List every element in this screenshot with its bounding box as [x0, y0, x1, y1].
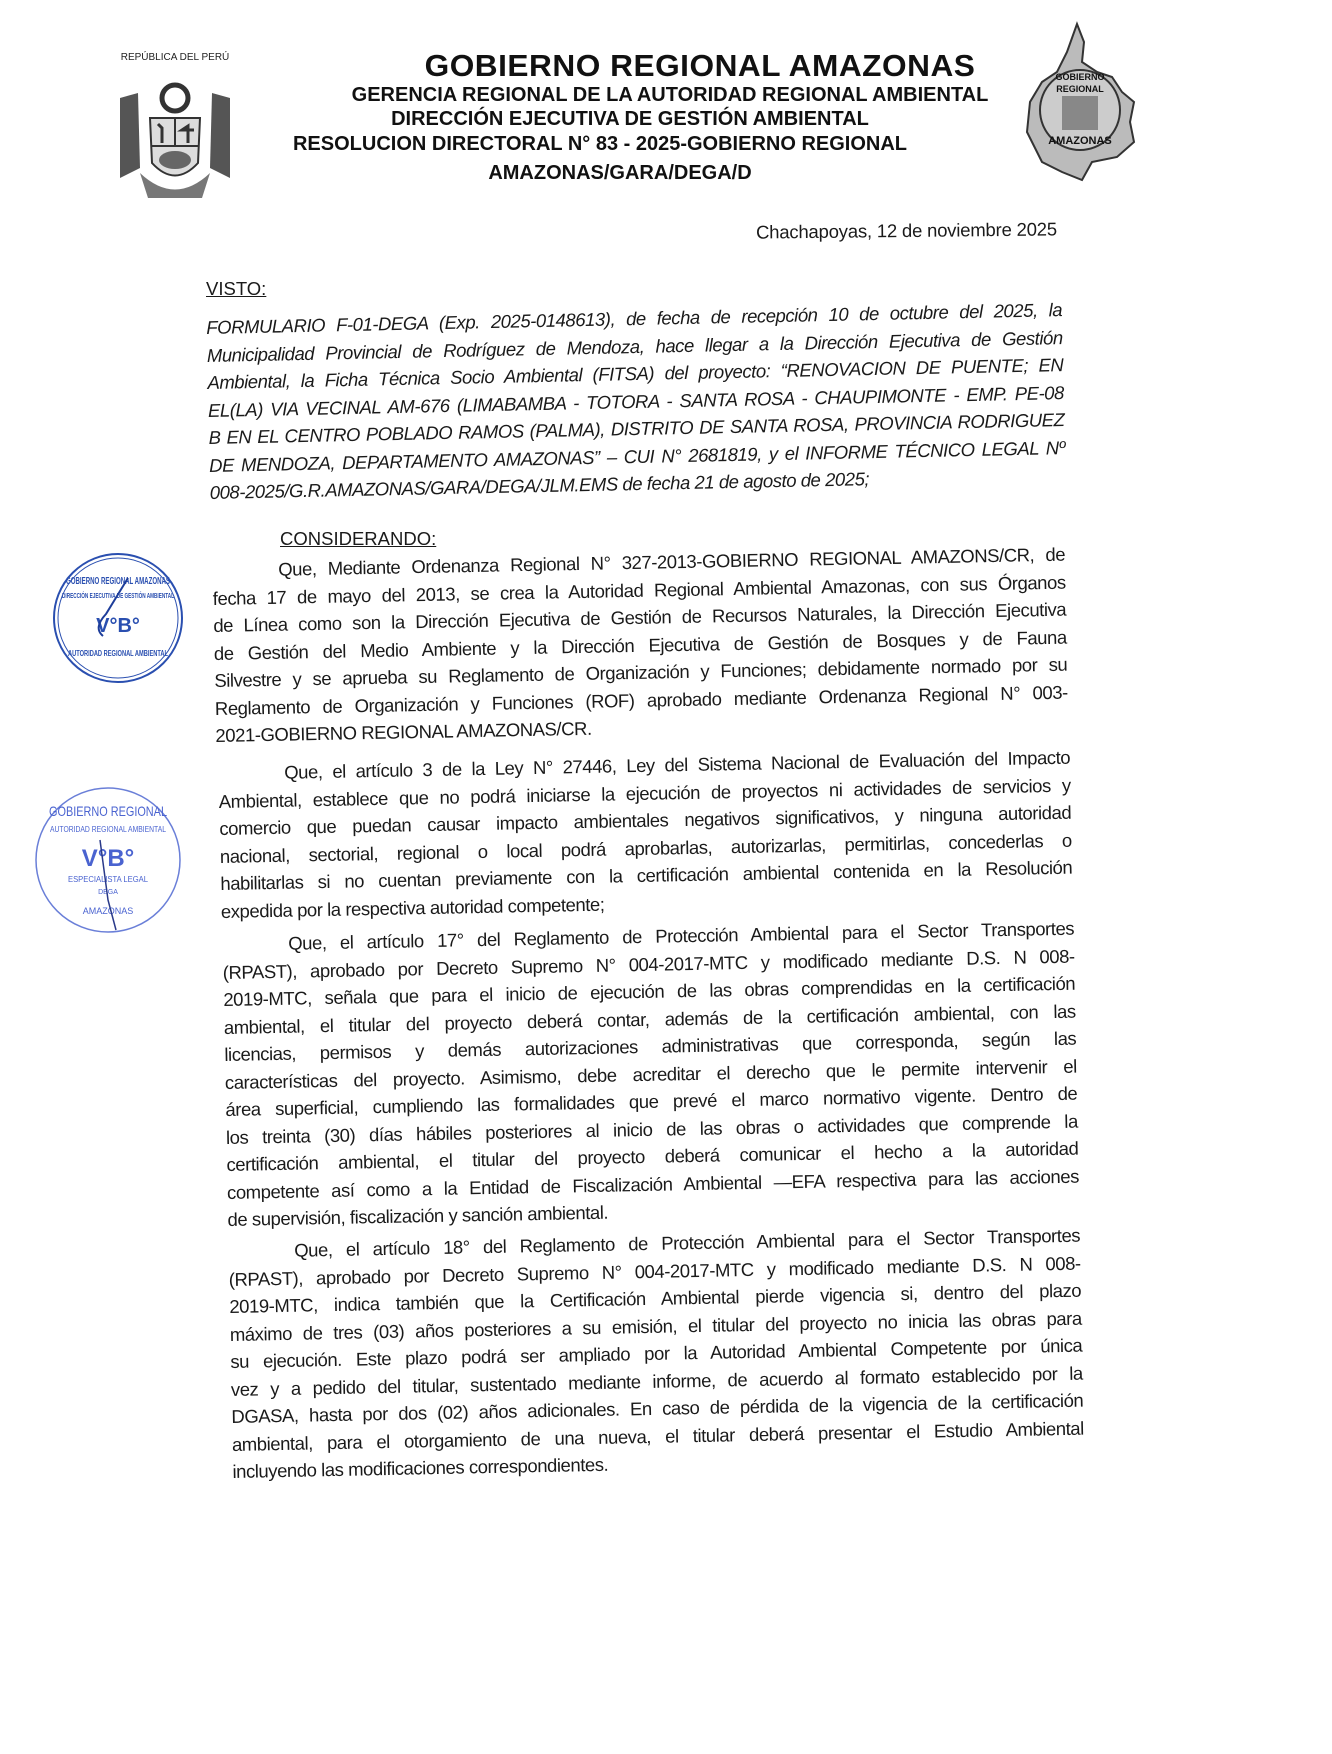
- document-date: Chachapoyas, 12 de noviembre 2025: [755, 218, 1058, 243]
- emblem-text: REPÚBLICA DEL PERÚ: [120, 52, 230, 63]
- text-line: (RPAST), aprobado por Decreto Supremo N° 004-2017-MTC y modificado mediante D.S. N 008-: [222, 945, 1075, 983]
- stamp-outer-text: GOBIERNO REGIONAL AMAZONAS: [66, 576, 171, 587]
- stamp-vobo-text: V°B°: [96, 615, 140, 637]
- text-line: 2021-GOBIERNO REGIONAL AMAZONAS/CR.: [215, 717, 592, 746]
- text-line: los treinta (30) días hábiles posteriores al inicio de las obras o actividades que comprende la: [225, 1110, 1078, 1148]
- considerando-paragraph-3: [222, 915, 1080, 1234]
- text-line: fecha 17 de mayo del 2013, se crea la Autoridad Regional Ambiental Amazonas, con sus Órganos: [212, 571, 1066, 609]
- visto-paragraph: [206, 296, 1066, 506]
- vobo-stamp-especialista-legal: [30, 780, 185, 940]
- text-line: DGASA, hasta por dos (02) años adicionales. En caso de pérdida de la vigencia de la certificación: [231, 1389, 1084, 1427]
- stamp-vobo-text: V°B°: [81, 845, 135, 872]
- text-line: características del proyecto. Asimismo, debe acreditar el derecho que le permite intervenir el: [224, 1055, 1077, 1093]
- text-line: de Gestión del Medio Ambiente y la Dirección Ejecutiva de Gestión de Bosques y de Fauna: [213, 626, 1067, 664]
- text-line: Reglamento de Organización y Funciones (ROF) aprobado mediante Ordenanza Regional N° 003-: [214, 681, 1068, 719]
- stamp-outer-text: GOBIERNO REGIONAL: [49, 803, 168, 819]
- stamp-sub2-text: DEGA: [98, 889, 118, 896]
- text-line: (RPAST), aprobado por Decreto Supremo N° 004-2017-MTC y modificado mediante D.S. N 008-: [228, 1252, 1081, 1290]
- logo-text-amazonas: AMAZONAS: [1048, 135, 1112, 147]
- vobo-stamp-direccion: [48, 548, 230, 688]
- text-line: de Línea como son la Dirección Ejecutiva de Gestión de Recursos Naturales, la Dirección Ejecutiva: [213, 598, 1067, 636]
- text-line: ambiental, el titular del proyecto deberá contar, además de la certificación ambiental, con las: [223, 1000, 1076, 1038]
- text-line: 2019-MTC, señala que para el inicio de ejecución de las obras comprendidas en la certificación: [223, 972, 1076, 1010]
- visto-heading: VISTO:: [206, 278, 267, 299]
- text-line: Ambiental, establece que no podrá iniciarse la ejecución de proyectos ni actividades de servicios y: [218, 774, 1071, 812]
- text-line: certificación ambiental, el titular del proyecto deberá comunicar el hecho a la autoridad: [226, 1137, 1079, 1175]
- text-line: B EN EL CENTRO POBLADO RAMOS (PALMA), DISTRITO DE SANTA ROSA, PROVINCIA RODRIGUEZ: [208, 409, 1065, 448]
- stamp-inner-text: AUTORIDAD REGIONAL AMBIENTAL: [50, 825, 167, 834]
- text-line: Que, Mediante Ordenanza Regional N° 327-2013-GOBIERNO REGIONAL AMAZONS/CR, de: [278, 543, 1066, 580]
- text-line: FORMULARIO F-01-DEGA (Exp. 2025-0148613), de fecha de recepción 10 de octubre del 2025, la: [206, 299, 1063, 338]
- text-line: nacional, sectorial, regional o local podrá aprobarlas, autorizarlas, permitirlas, concederlas o: [219, 829, 1072, 867]
- text-line: ambiental, para el otorgamiento de una nueva, el titular deberá presentar el Estudio Ambiental: [231, 1417, 1084, 1455]
- text-line: Que, el artículo 3 de la Ley N° 27446, Ley del Sistema Nacional de Evaluación del Impacto: [284, 746, 1071, 783]
- logo-text-gobierno: GOBIERNO: [1055, 72, 1105, 82]
- text-line: competente así como a la Entidad de Fiscalización Ambiental —EFA respectiva para las acciones: [226, 1165, 1080, 1203]
- text-line: Ambiental, la Ficha Técnica Socio Ambiental (FITSA) del proyecto: “RENOVACION DE PUENTE; EN: [207, 354, 1064, 393]
- text-line: comercio que puedan causar impacto ambientales negativos significativos, y ninguna autoridad: [219, 801, 1072, 839]
- stamp-bottom-text: AUTORIDAD REGIONAL AMBIENTAL: [68, 649, 169, 658]
- text-line: licencias, permisos y demás autorizaciones administrativas que corresponda, según las: [224, 1027, 1077, 1065]
- institution-subtitle-direccion: DIRECCIÓN EJECUTIVA DE GESTIÓN AMBIENTAL: [391, 108, 869, 130]
- text-line: máximo de tres (03) años posteriores a su emisión, el titular del proyecto no inicia las obras para: [229, 1307, 1082, 1345]
- text-line: su ejecución. Este plazo podrá ser ampliado por la Autoridad Ambiental Competente por única: [230, 1334, 1083, 1372]
- stamp-sub-text: ESPECIALISTA LEGAL: [68, 875, 149, 884]
- text-line: Silvestre y se aprueba su Reglamento de Organización y Funciones; debidamente normado por su: [214, 653, 1068, 691]
- text-line: EL(LA) VIA VECINAL AM-676 (LIMABAMBA - TOTORA - SANTA ROSA - CHAUPIMONTE - EMP. PE-08: [207, 381, 1065, 421]
- text-line: DE MENDOZA, DEPARTAMENTO AMAZONAS” – CUI N° 2681819, y el INFORME TÉCNICO LEGAL Nº: [208, 436, 1066, 476]
- stamp-bottom-text: AMAZONAS: [82, 906, 134, 916]
- resolution-number-suffix: AMAZONAS/GARA/DEGA/D: [488, 162, 752, 184]
- text-line: vez y a pedido del titular, sustentado mediante informe, de acuerdo al formato establecido por la: [230, 1362, 1083, 1400]
- text-line: incluyendo las modificaciones correspondientes.: [232, 1453, 609, 1482]
- text-line: Que, el artículo 18° del Reglamento de Protección Ambiental para el Sector Transportes: [294, 1224, 1081, 1261]
- text-line: área superficial, cumpliendo las formalidades que prevé el marco normativo vigente. Dentro de: [225, 1082, 1078, 1120]
- text-line: Municipalidad Provincial de Rodríguez de Mendoza, hace llegar a la Dirección Ejecutiva de Gestión: [206, 326, 1063, 366]
- text-line: Que, el artículo 17° del Reglamento de Protección Ambiental para el Sector Transportes: [288, 917, 1075, 954]
- text-line: habilitarlas si no cuentan previamente con la certificación ambiental contenida en la Resolución: [220, 856, 1073, 894]
- considerando-paragraph-2: [218, 744, 1073, 925]
- considerando-paragraph-4: [228, 1222, 1085, 1486]
- institution-subtitle-gerencia: GERENCIA REGIONAL DE LA AUTORIDAD REGIONAL AMBIENTAL: [351, 84, 989, 106]
- considerando-paragraph-1: [212, 541, 1069, 750]
- logo-text-regional: REGIONAL: [1056, 84, 1104, 94]
- text-line: 008-2025/G.R.AMAZONAS/GARA/DEGA/JLM.EMS de fecha 21 de agosto de 2025;: [209, 468, 870, 503]
- text-line: de supervisión, fiscalización y sanción ambiental.: [227, 1201, 609, 1230]
- text-line: expedida por la respectiva autoridad competente;: [220, 893, 605, 922]
- stamp-inner-text: DIRECCIÓN EJECUTIVA DE GESTIÓN AMBIENTAL: [62, 593, 230, 600]
- considerando-heading: CONSIDERANDO:: [280, 528, 437, 549]
- institution-title: GOBIERNO REGIONAL AMAZONAS: [424, 48, 976, 83]
- resolution-number: RESOLUCION DIRECTORAL N° 83 - 2025-GOBIERNO REGIONAL: [292, 133, 907, 155]
- text-line: 2019-MTC, indica también que la Certificación Ambiental pierde vigencia si, dentro del plazo: [229, 1279, 1082, 1317]
